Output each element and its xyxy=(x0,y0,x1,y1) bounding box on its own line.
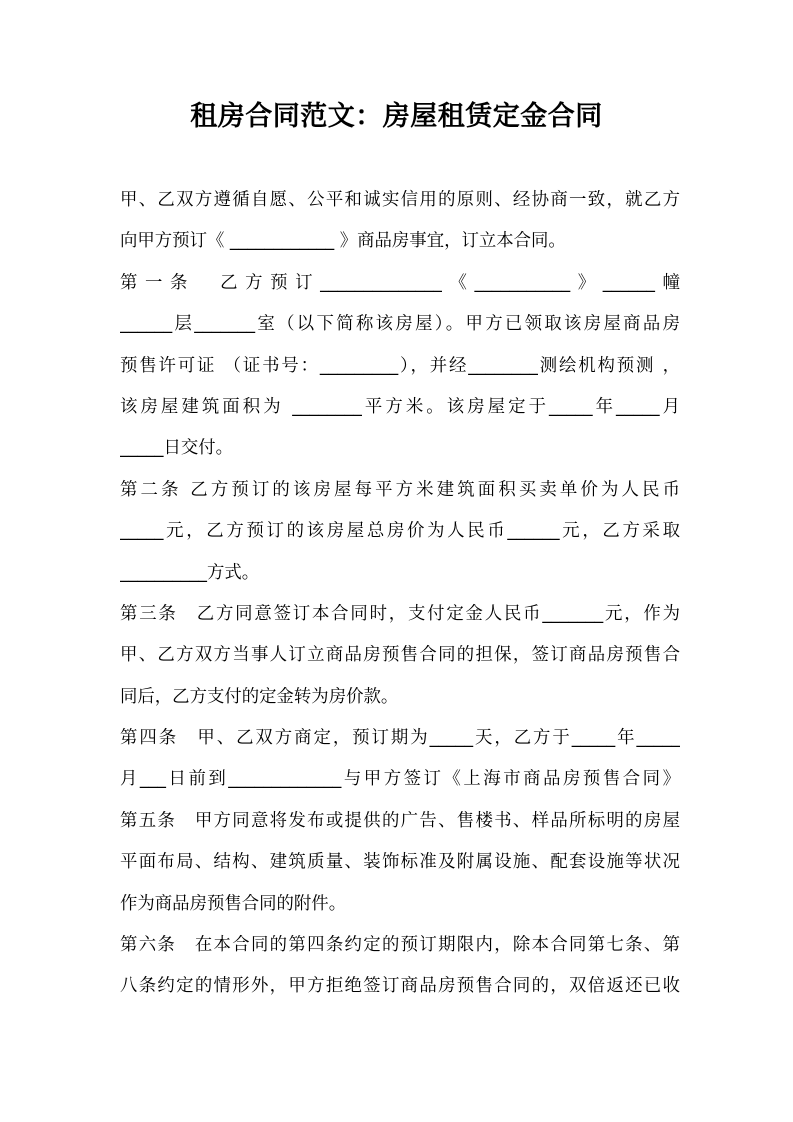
article-2-line: __________方式。 xyxy=(120,562,260,583)
article-5-line: 第五条 甲方同意将发布或提供的广告、售楼书、样品所标明的房屋 xyxy=(120,810,680,831)
article-5-line: 作为商品房预售合同的附件。 xyxy=(120,893,347,914)
article-1-line: ______层_______室（以下简称该房屋）。甲方已领取该房屋商品房 xyxy=(120,314,680,335)
article-3-line: 同后，乙方支付的定金转为房价款。 xyxy=(120,686,399,707)
article-3-line: 甲、乙方双方当事人订立商品房预售合同的担保，签订商品房预售合 xyxy=(120,645,680,666)
text-line: 向甲方预订《 ____________ 》商品房事宜，订立本合同。 xyxy=(120,231,566,252)
article-1-line: _____日交付。 xyxy=(120,438,234,459)
article-6-line: 八条约定的情形外，甲方拒绝签订商品房预售合同的，双倍返还已收 xyxy=(120,976,680,997)
article-1-line: 该房屋建筑面积为 ________平方米。该房屋定于_____年_____月 xyxy=(120,396,680,417)
article-2-line: 第二条 乙方预订的该房屋每平方米建筑面积买卖单价为人民币 xyxy=(120,479,680,500)
document-body xyxy=(120,180,680,1008)
article-4-line: 第四条 甲、乙双方商定，预订期为_____天，乙方于_____年_____ xyxy=(120,728,680,749)
article-2-line: _____元，乙方预订的该房屋总房价为人民币______元，乙方采取 xyxy=(120,521,680,542)
text-line: 甲、乙双方遵循自愿、公平和诚实信用的原则、经协商一致，就乙方 xyxy=(120,190,680,210)
article-6-line: 第六条 在本合同的第四条约定的预订期限内，除本合同第七条、第 xyxy=(120,935,680,956)
article-4-line: 月___日前到_____________与甲方签订《上海市商品房预售合同》 xyxy=(120,769,680,790)
article-5-line: 平面布局、结构、建筑质量、装饰标准及附属设施、配套设施等状况 xyxy=(120,852,680,873)
document-title: 租房合同范文：房屋租赁定金合同 xyxy=(190,101,603,132)
article-3-line: 第三条 乙方同意签订本合同时，支付定金人民币_______元，作为 xyxy=(120,603,680,624)
article-1-line: 第一条 乙方预订______________《___________》______幢 xyxy=(120,272,680,293)
article-1-line: 预售许可证 （证书号：_________），并经________测绘机构预测 ， xyxy=(120,355,680,376)
